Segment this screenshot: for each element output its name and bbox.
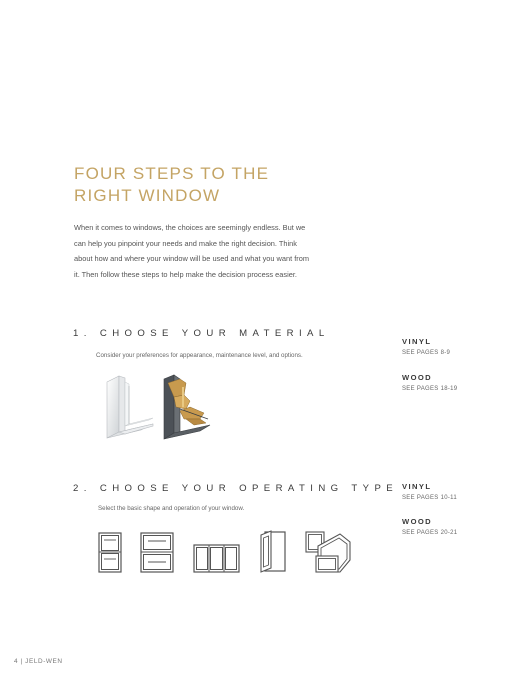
sliding-window-icon [193, 544, 240, 573]
step-1-option-wood-pages: SEE PAGES 18-19 [402, 386, 458, 392]
page-title-line-1: FOUR STEPS TO THE [74, 164, 270, 183]
wood-window-corner-image [160, 373, 212, 441]
step-2-option-wood-pages: SEE PAGES 20-21 [402, 530, 458, 536]
step-2-option-vinyl-label: VINYL [402, 482, 432, 491]
vinyl-window-corner-image [105, 374, 155, 440]
page-title [74, 163, 269, 207]
step-2-heading: 2. CHOOSE YOUR OPERATING TYPE [73, 483, 399, 494]
page-footer: 4 | JELD-WEN [14, 658, 63, 665]
step-2-option-vinyl-pages: SEE PAGES 10-11 [402, 495, 457, 501]
double-hung-window-icon [98, 532, 122, 573]
single-hung-window-icon [140, 532, 174, 573]
step-1-option-vinyl-label: VINYL [402, 337, 432, 346]
step-1-description: Consider your preferences for appearance, maintenance level, and options. [96, 352, 303, 359]
step-2-description: Select the basic shape and operation of your window. [98, 505, 245, 512]
specialty-shapes-icon [304, 530, 351, 573]
casement-window-icon [259, 530, 287, 573]
step-2-option-wood-label: WOOD [402, 517, 433, 526]
page-title-line-2: RIGHT WINDOW [74, 186, 221, 205]
step-1-option-wood-label: WOOD [402, 373, 433, 382]
step-1-heading: 1. CHOOSE YOUR MATERIAL [73, 328, 330, 339]
intro-paragraph: When it comes to windows, the choices are seemingly endless. But we can help you pinpoint your needs and make the right decision. Think about how and where your window will be used and what you want from it. Then follow these steps to help make the decision process easier. [74, 223, 309, 279]
step-1-option-vinyl-pages: SEE PAGES 8-9 [402, 350, 451, 356]
